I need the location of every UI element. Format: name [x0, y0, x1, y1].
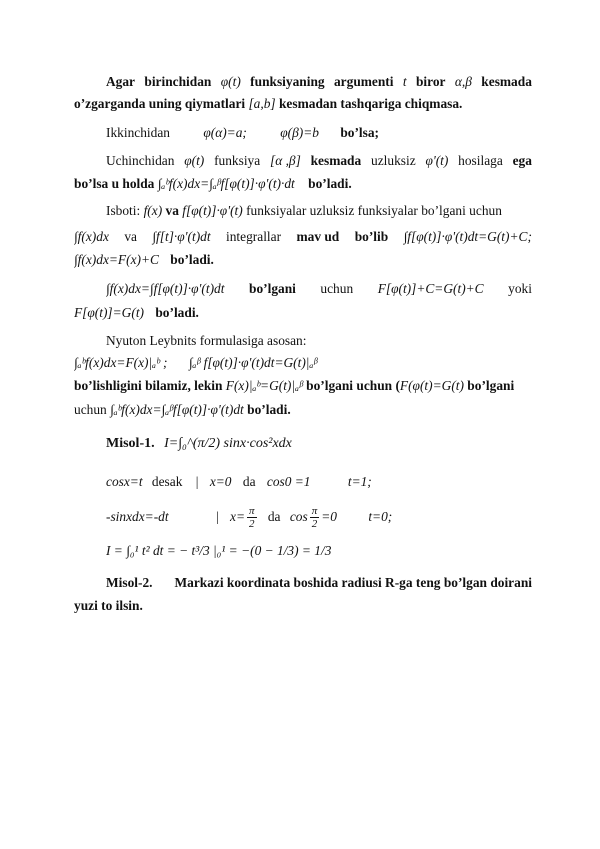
substitution-formula: ∫ₐᵇf(x)dx=∫ₐᵝf[φ(t)]·φ'(t)·dt — [157, 176, 295, 191]
newton-line-3: bo’lishligini bilamiz, lekin F(x)|ₐᵇ=G(t)|ₐᵝ bo’lgani uchun (F(φ(t)=G(t) bo’lgani — [74, 378, 515, 393]
example-1-substitution-1: cosx=t desak | x=0 da cos0 =1 t=1; — [106, 474, 372, 489]
example-2-line-1: Misol-2. Markazi koordinata boshida radiusi R-ga teng bo’lgan doirani — [106, 575, 532, 590]
example-2-line-2: yuzi to ilsin. — [74, 598, 143, 613]
paragraph-1-line-2: o’zgarganda uning qiymatlari [a,b] kesmadan tashqariga chiqmasa. — [74, 96, 463, 111]
paragraph-2: Ikkinchidan φ(α)=a; φ(β)=b bo’lsa; — [106, 125, 380, 140]
example-1-result: I = ∫₀¹ t² dt = − t³/3 |₀¹ = −(0 − 1/3) = 1/3 — [106, 543, 332, 558]
example-1-heading: Misol-1. I=∫₀^(π/2) sinx·cos²xdx — [106, 436, 292, 451]
proof-line-4: ∫f(x)dx=∫f[φ(t)]·φ'(t)dt bo’lgani uchun F[φ(t)]+C=G(t)+C yoki — [106, 281, 532, 296]
proof-line-3: ∫f(x)dx=F(x)+C bo’ladi. — [74, 252, 214, 267]
newton-line-1: Nyuton Leybnits formulasiga asosan: — [106, 333, 307, 348]
proof-line-1: Isboti: f(x) va f[φ(t)]·φ'(t) funksiyalar uzluksiz funksiyalar bo’lgani uchun — [106, 203, 502, 218]
pi-over-2-fraction: $\frac{\pi}{2}$ — [311, 505, 318, 531]
paragraph-3-line-2: bo’lsa u holda ∫ₐᵇf(x)dx=∫ₐᵝf[φ(t)]·φ'(t)·dt bo’ladi. — [74, 176, 352, 191]
paragraph-3-line-1: Uchinchidan φ(t) funksiya [α ,β] kesmada uzluksiz φ'(t) hosilaga ega — [106, 153, 532, 168]
paragraph-1-line-1: Agar birinchidan φ(t) funksiyaning argumenti t biror α,β kesmada — [106, 74, 532, 89]
newton-line-2: ∫ₐᵇf(x)dx=F(x)|ₐᵇ ; ∫ₐᵝ f[φ(t)]·φ'(t)dt=G(t)|ₐᵝ — [74, 355, 318, 370]
proof-line-5: F[φ(t)]=G(t) bo’ladi. — [74, 305, 199, 320]
example-1-formula: I=∫₀^(π/2) sinx·cos²xdx — [164, 436, 292, 451]
proof-line-2: ∫f(x)dx va ∫f[t]·φ'(t)dt integrallar mav ud bo’lib ∫f[φ(t)]·φ'(t)dt=G(t)+C; — [74, 229, 532, 244]
example-1-substitution-2: -sinxdx=-dt | x= $\frac{\pi}{2}$ da cos $\frac{\pi}{2}$ =0 t=0; — [106, 505, 393, 531]
pi-over-2-fraction: $\frac{\pi}{2}$ — [248, 505, 255, 531]
newton-line-4: uchun ∫ₐᵇf(x)dx=∫ₐᵝf[φ(t)]·φ'(t)dt bo’ladi. — [74, 402, 291, 417]
